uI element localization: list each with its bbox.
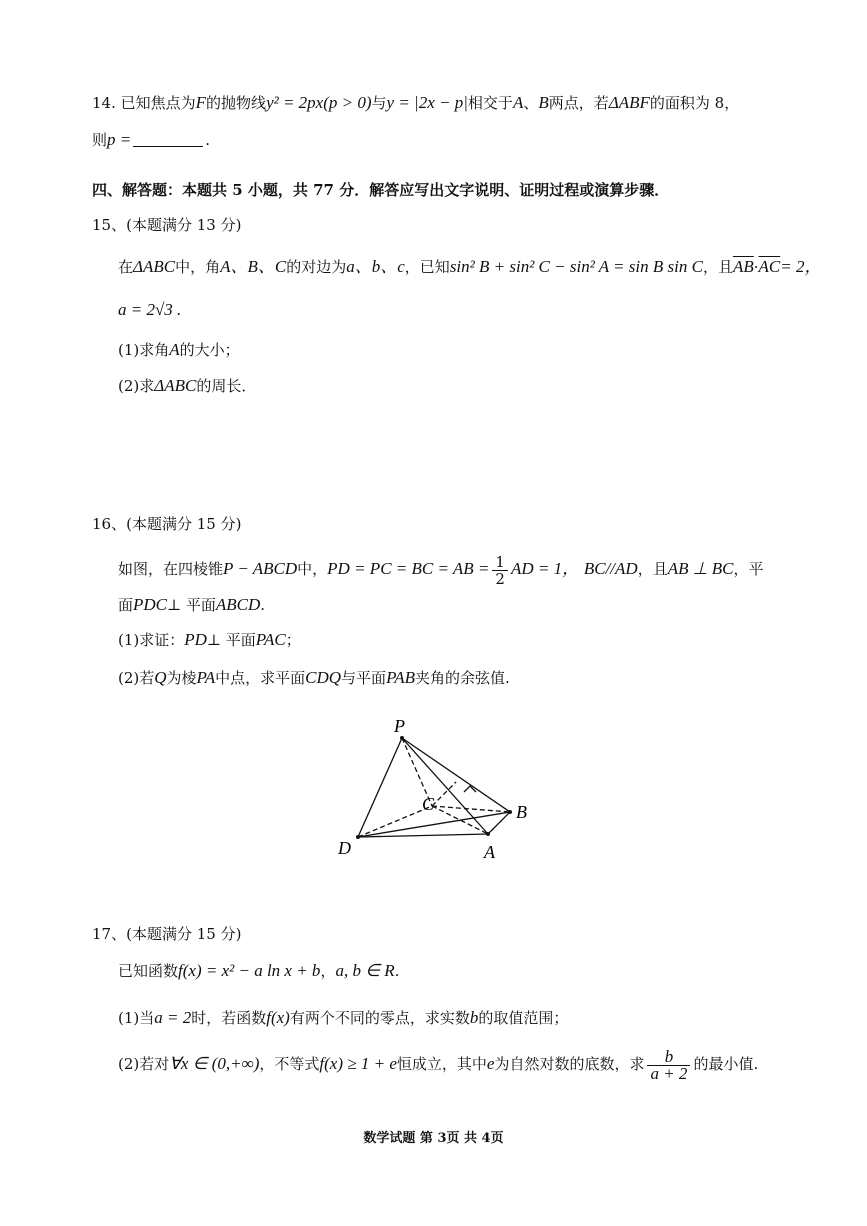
fraction-half: $\frac{1}{2}$: [492, 554, 508, 587]
vertex-p: [400, 736, 404, 740]
answer-blank: [133, 146, 203, 147]
q16-sub1: (1)求证：PD⊥ 平面PAC；: [118, 630, 301, 649]
label-c: C: [422, 794, 435, 814]
q15-line1: 在ΔABC中，角A、B、C的对边为a、b、c，已知sin² B + sin² C − sin² A = sin B sin C，且$\overline{AB}\cdot\overline{AC}= 2$，: [118, 257, 822, 276]
parabola-equation: y² = 2px(p > 0): [266, 93, 372, 112]
fraction-b-over-a-plus-2: $\frac{b}{a + 2}$: [647, 1049, 690, 1082]
q17-header: 17、(本题满分 15 分): [92, 925, 242, 943]
label-a: A: [484, 842, 495, 862]
q15-header: 15、(本题满分 13 分): [92, 216, 242, 234]
question-number: 14.: [92, 94, 116, 112]
edge-pa: [402, 738, 488, 834]
label-d: D: [338, 838, 351, 858]
q14-line2: 则p = .: [92, 130, 211, 149]
vertex-a: [486, 832, 490, 836]
q16-line1: 如图，在四棱锥P − ABCD中，PD = PC = BC = AB = $\frac{1}{2}$ AD = 1， BC//AD，且AB ⊥ BC，平: [118, 552, 764, 588]
q17-sub2: (2)若对∀x ∈ (0,+∞)，不等式f(x) ≥ 1 + e恒成立，其中e为自然对数的底数，求 $\frac{b}{a + 2}$ 的最小值.: [118, 1046, 759, 1083]
label-b: B: [516, 802, 527, 822]
q16-line2: 面PDC⊥ 平面ABCD.: [118, 595, 266, 614]
edge-cb: [432, 806, 510, 812]
page-footer: 数学试题 第 3页 共 4页: [363, 1131, 504, 1146]
vertex-d: [356, 835, 360, 839]
q16-header: 16、(本题满分 15 分): [92, 515, 242, 533]
function-definition: f(x) = x² − a ln x + b: [178, 961, 321, 980]
trig-equation: sin² B + sin² C − sin² A = sin B sin C: [449, 257, 703, 276]
q17-line1: 已知函数f(x) = x² − a ln x + b，a, b ∈ R.: [118, 961, 400, 980]
q14-line1: 14. 已知焦点为F的抛物线y² = 2px(p > 0)与y = |2x − p|相交于A、B两点，若ΔABF的面积为 8，: [92, 93, 740, 112]
q16-sub2: (2)若Q为棱PA中点，求平面CDQ与平面PAB夹角的余弦值.: [118, 668, 510, 687]
section-title: 四、解答题：本题共 5 小题，共 77 分．解答应写出文字说明、证明过程或演算步骤．: [92, 181, 670, 199]
label-p: P: [394, 716, 405, 736]
abs-line-equation: y = |2x − p|: [386, 93, 468, 112]
vector-ab: $\overline{AB}$: [732, 257, 754, 276]
vector-ac: $\overline{AC}$: [758, 257, 781, 276]
q15-sub1: (1)求角A的大小；: [118, 340, 240, 359]
pyramid-figure: [330, 712, 540, 867]
q15-line2: a = 2√3 .: [118, 300, 182, 319]
q17-sub1: (1)当a = 2时，若函数f(x)有两个不同的零点，求实数b的取值范围；: [118, 1008, 569, 1027]
q15-sub2: (2)求ΔABC的周长．: [118, 376, 257, 395]
edge-pd: [358, 738, 402, 837]
vertex-b: [508, 810, 512, 814]
